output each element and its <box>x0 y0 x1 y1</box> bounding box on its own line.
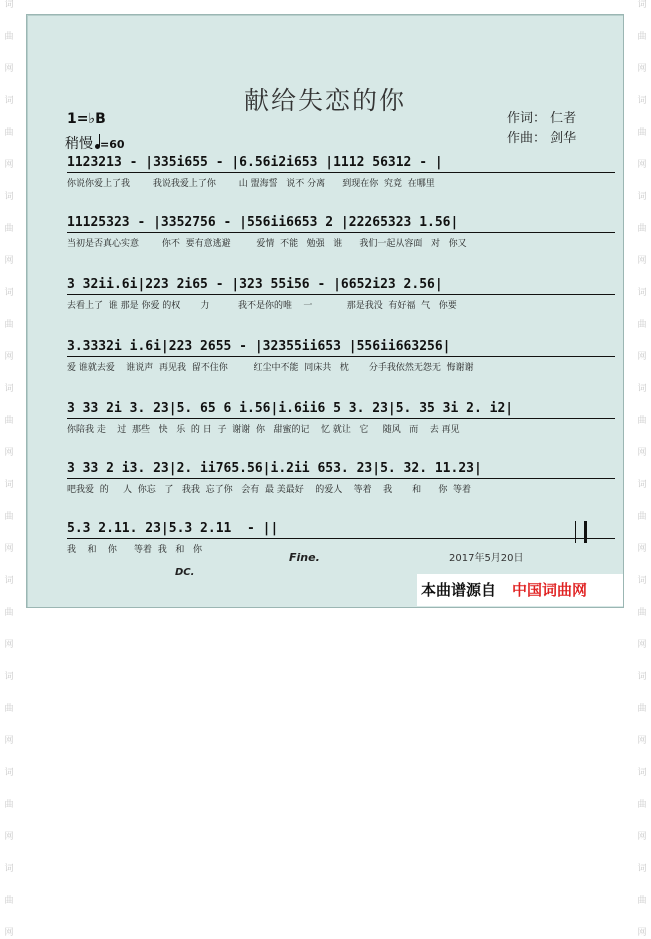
watermark-char: 网 <box>4 352 14 362</box>
lyric: 吧我爱 的 人 你忘 了 我我 忘了你 会有 最 美最好 的爱人 等着 我 和 你 等着 <box>67 485 472 495</box>
tempo-marking <box>65 133 125 153</box>
notation: 3.3332i i.6i|223 2655 - |32355ii653 |556ii663256| <box>67 339 615 357</box>
watermark-char: 曲 <box>637 800 647 810</box>
watermark-char: 词 <box>637 768 647 778</box>
watermark-char: 词 <box>637 672 647 682</box>
watermark-char: 词 <box>4 288 14 298</box>
lyric: 你陪我 走 过 那些 快 乐 的 日 子 谢谢 你 甜蜜的记 忆 就让 它 随风 而 去 再见 <box>67 425 460 435</box>
tempo-value: =60 <box>100 138 125 151</box>
lyricist: 作词： 仁者 <box>507 111 577 126</box>
lyric: 去看上了 谁 那是 你爱 的权 力 我不是你的唯 一 那是我没 有好福 气 你要 <box>67 301 457 311</box>
dc-marking: DC. <box>175 567 195 578</box>
watermark-char: 词 <box>4 384 14 394</box>
staff-line-6 <box>67 461 615 496</box>
watermark-char: 网 <box>637 256 647 266</box>
watermark-char: 网 <box>637 64 647 74</box>
watermark-char: 网 <box>4 64 14 74</box>
watermark-char: 曲 <box>637 704 647 714</box>
watermark-char: 网 <box>4 832 14 842</box>
watermark-char: 网 <box>637 160 647 170</box>
watermark-left <box>2 0 16 938</box>
watermark-char: 词 <box>637 864 647 874</box>
notation: 11125323 - |3352756 - |556ii6653 2 |22265323 1.56| <box>67 215 615 233</box>
score-sheet <box>26 14 624 608</box>
watermark-char: 曲 <box>637 512 647 522</box>
watermark-char: 词 <box>637 0 647 10</box>
watermark-char: 网 <box>637 640 647 650</box>
song-title: 献给失恋的你 <box>243 86 406 115</box>
watermark-char: 曲 <box>4 608 14 618</box>
watermark-char: 网 <box>4 160 14 170</box>
watermark-char: 曲 <box>637 320 647 330</box>
watermark-char: 曲 <box>4 416 14 426</box>
watermark-char: 词 <box>4 864 14 874</box>
staff-line-1 <box>67 155 615 190</box>
lyric: 我 和 你 等着 我 和 你 <box>67 545 202 555</box>
watermark-char: 曲 <box>637 224 647 234</box>
staff-line-3 <box>67 277 615 312</box>
watermark-char: 词 <box>4 576 14 586</box>
watermark-char: 网 <box>637 832 647 842</box>
watermark-char: 曲 <box>4 512 14 522</box>
watermark-char: 词 <box>637 480 647 490</box>
key-signature: 1=♭B <box>67 111 106 127</box>
watermark-char: 词 <box>4 768 14 778</box>
watermark-char: 网 <box>4 640 14 650</box>
watermark-char: 网 <box>637 352 647 362</box>
source-site-link[interactable]: 中国词曲网 <box>512 581 588 599</box>
staff-line-5 <box>67 401 615 436</box>
watermark-char: 曲 <box>637 608 647 618</box>
watermark-char: 词 <box>637 288 647 298</box>
watermark-char: 词 <box>4 192 14 202</box>
notation: 1123213 - |335i655 - |6.56i2i653 |1112 56312 - | <box>67 155 615 173</box>
notation: 5.3 2.11. 23|5.3 2.11 - || <box>67 521 615 539</box>
tempo-label: 稍慢 <box>65 136 93 152</box>
watermark-char: 网 <box>4 256 14 266</box>
date-stamp: 2017年5月20日 <box>449 553 524 564</box>
notation: 3 32ii.6i|223 2i65 - |323 55i56 - |6652i23 2.56| <box>67 277 615 295</box>
watermark-char: 曲 <box>4 800 14 810</box>
staff-line-7 <box>67 521 615 556</box>
fine-marking: Fine. <box>289 551 320 564</box>
watermark-char: 词 <box>4 96 14 106</box>
watermark-char: 网 <box>4 448 14 458</box>
watermark-char: 网 <box>637 736 647 746</box>
lyric: 爱 谁就去爱 谁说声 再见我 留不住你 红尘中不能 同床共 枕 分手我依然无怨无 悔谢谢 <box>67 363 474 373</box>
staff-line-2 <box>67 215 615 250</box>
quarter-note-icon <box>95 144 100 149</box>
watermark-char: 网 <box>4 736 14 746</box>
watermark-char: 网 <box>637 928 647 938</box>
notation: 3 33 2i 3. 23|5. 65 6 i.56|i.6ii6 5 3. 23|5. 35 3i 2. i2| <box>67 401 615 419</box>
watermark-char: 曲 <box>4 896 14 906</box>
watermark-char: 曲 <box>4 224 14 234</box>
watermark-char: 曲 <box>4 32 14 42</box>
final-barline <box>575 521 587 543</box>
watermark-char: 曲 <box>4 128 14 138</box>
watermark-char: 曲 <box>4 704 14 714</box>
watermark-char: 曲 <box>4 320 14 330</box>
lyric: 当初是否真心实意 你不 要有意逃避 爱情 不能 勉强 谁 我们一起从容面 对 你又 <box>67 239 467 249</box>
watermark-char: 词 <box>4 0 14 10</box>
watermark-char: 词 <box>637 384 647 394</box>
staff-line-4 <box>67 339 615 374</box>
watermark-char: 曲 <box>637 416 647 426</box>
lyric: 你说你爱上了我 我说我爱上了你 山 盟海誓 说不 分离 到现在你 究竟 在哪里 <box>67 179 435 189</box>
watermark-char: 曲 <box>637 896 647 906</box>
watermark-char: 网 <box>637 448 647 458</box>
source-banner <box>417 574 623 606</box>
notation: 3 33 2 i3. 23|2. ii765.56|i.2ii 653. 23|5. 32. 11.23| <box>67 461 615 479</box>
watermark-char: 词 <box>637 96 647 106</box>
watermark-char: 网 <box>4 544 14 554</box>
watermark-right <box>635 0 649 938</box>
watermark-char: 词 <box>4 480 14 490</box>
watermark-char: 词 <box>4 672 14 682</box>
watermark-char: 网 <box>4 928 14 938</box>
watermark-char: 曲 <box>637 32 647 42</box>
source-prefix: 本曲谱源自 <box>421 581 497 599</box>
watermark-char: 词 <box>637 192 647 202</box>
watermark-char: 词 <box>637 576 647 586</box>
watermark-char: 网 <box>637 544 647 554</box>
watermark-char: 曲 <box>637 128 647 138</box>
composer: 作曲： 剑华 <box>507 131 577 146</box>
